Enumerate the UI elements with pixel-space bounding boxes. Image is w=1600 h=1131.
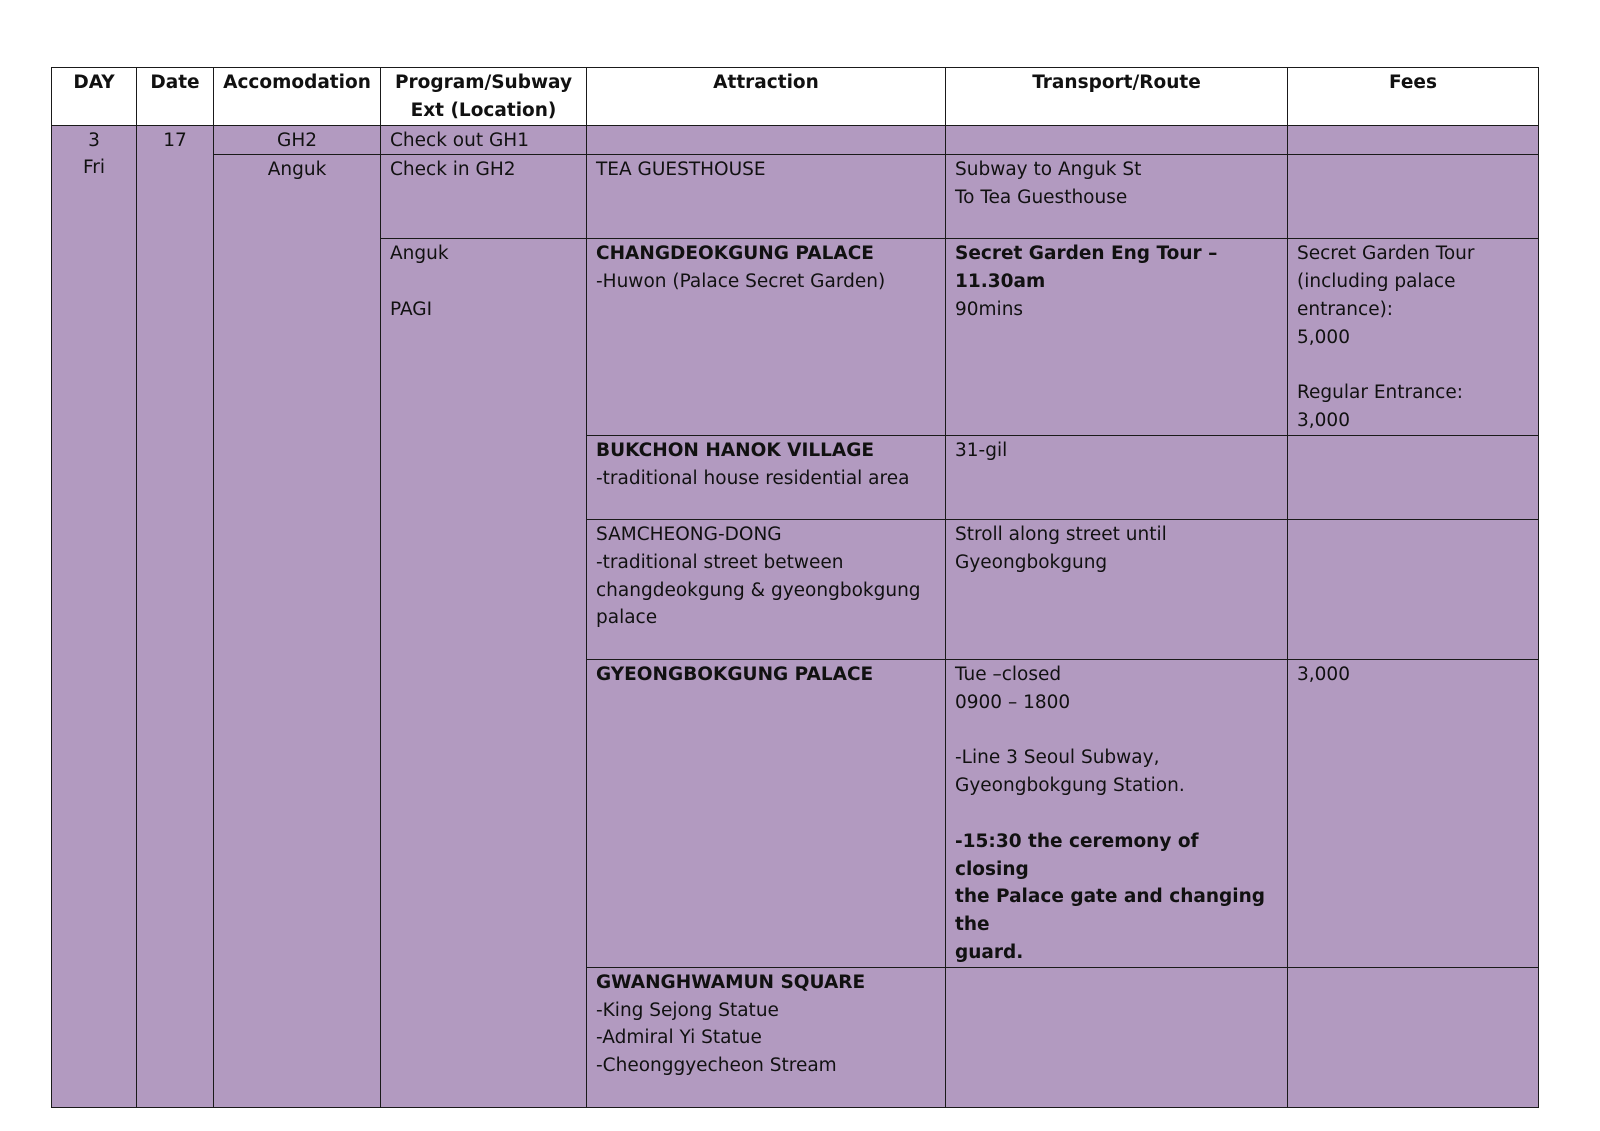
program-cell — [381, 239, 587, 1107]
header-date: Date — [137, 68, 214, 126]
transport-line: Secret Garden Eng Tour – — [955, 243, 1218, 265]
program-line: Anguk — [390, 243, 449, 265]
fees-line: Regular Entrance: — [1297, 382, 1463, 404]
fees-line: 5,000 — [1297, 326, 1350, 348]
transport-line: 90mins — [955, 298, 1024, 320]
transport-cell — [946, 967, 1288, 1107]
header-accommodation: Accomodation — [214, 68, 381, 126]
attraction-title: GYEONGBOKGUNG PALACE — [596, 663, 874, 685]
attraction-cell — [587, 239, 946, 436]
transport-line: 0900 – 1800 — [955, 691, 1071, 713]
program-cell: Check in GH2 — [381, 155, 587, 239]
attraction-title: GWANGHWAMUN SQUARE — [596, 971, 866, 993]
attraction-desc: -Admiral Yi Statue — [596, 1027, 762, 1049]
transport-line: Tue –closed — [955, 663, 1062, 685]
transport-line: Stroll along street until — [955, 523, 1167, 545]
fees-line: entrance): — [1297, 298, 1394, 320]
spacer — [955, 800, 1278, 828]
attraction-cell — [587, 519, 946, 659]
transport-cell: 31-gil — [946, 435, 1288, 519]
transport-line: To Tea Guesthouse — [955, 187, 1128, 209]
attraction-desc: -traditional street between — [596, 551, 844, 573]
attraction-cell — [587, 125, 946, 155]
fees-line: Secret Garden Tour — [1297, 243, 1475, 265]
header-program — [381, 68, 587, 126]
transport-line: 11.30am — [955, 271, 1046, 293]
spacer — [1297, 352, 1529, 380]
fees-cell: 3,000 — [1288, 659, 1539, 967]
day-weekday: Fri — [82, 157, 106, 179]
table-row — [52, 155, 1539, 239]
transport-line: -15:30 the ceremony of closing — [955, 830, 1199, 880]
header-program-line1: Program/Subway — [394, 72, 573, 93]
accommodation-cell: GH2 — [214, 125, 381, 155]
attraction-title: CHANGDEOKGUNG PALACE — [596, 243, 874, 265]
fees-cell — [1288, 519, 1539, 659]
header-transport: Transport/Route — [946, 68, 1288, 126]
fees-line: 3,000 — [1297, 410, 1350, 432]
transport-cell — [946, 125, 1288, 155]
transport-line: -Line 3 Seoul Subway, — [955, 747, 1160, 769]
transport-line: Gyeongbokgung Station. — [955, 775, 1185, 797]
program-cell: Check out GH1 — [381, 125, 587, 155]
header-day: DAY — [52, 68, 137, 126]
spacer — [955, 717, 1278, 745]
header-row — [52, 68, 1539, 126]
transport-line: Gyeongbokgung — [955, 551, 1108, 573]
attraction-desc: palace — [596, 607, 658, 629]
fees-line: (including palace — [1297, 271, 1456, 293]
attraction-cell — [587, 435, 946, 519]
date-cell: 17 — [137, 125, 214, 1107]
attraction-desc: -Huwon (Palace Secret Garden) — [596, 271, 886, 293]
attraction-cell — [587, 967, 946, 1107]
header-program-line2: Ext (Location) — [410, 99, 557, 121]
spacer — [390, 268, 577, 296]
day-number: 3 — [88, 129, 100, 151]
accommodation-cell: Anguk — [214, 155, 381, 1107]
fees-cell — [1288, 435, 1539, 519]
attraction-desc: -King Sejong Statue — [596, 999, 779, 1021]
transport-cell — [946, 239, 1288, 436]
attraction-desc: -Cheonggyecheon Stream — [596, 1055, 837, 1077]
attraction-desc: changdeokgung & gyeongbokgung — [596, 579, 921, 601]
attraction-title: BUKCHON HANOK VILLAGE — [596, 439, 875, 461]
attraction-desc: -traditional house residential area — [596, 467, 910, 489]
attraction-title: SAMCHEONG-DONG — [596, 523, 782, 545]
transport-line: the Palace gate and changing the — [955, 886, 1266, 936]
transport-line: guard. — [955, 941, 1024, 963]
transport-cell — [946, 519, 1288, 659]
header-attraction: Attraction — [587, 68, 946, 126]
attraction-cell — [587, 659, 946, 967]
fees-cell — [1288, 239, 1539, 436]
fees-cell — [1288, 967, 1539, 1107]
day-cell — [52, 125, 137, 1107]
itinerary-table — [51, 67, 1539, 1108]
header-fees: Fees — [1288, 68, 1539, 126]
transport-cell — [946, 659, 1288, 967]
attraction-cell: TEA GUESTHOUSE — [587, 155, 946, 239]
table-row — [52, 125, 1539, 155]
fees-cell — [1288, 125, 1539, 155]
program-line: PAGI — [390, 298, 433, 320]
transport-line: Subway to Anguk St — [955, 159, 1142, 181]
fees-cell — [1288, 155, 1539, 239]
transport-cell — [946, 155, 1288, 239]
